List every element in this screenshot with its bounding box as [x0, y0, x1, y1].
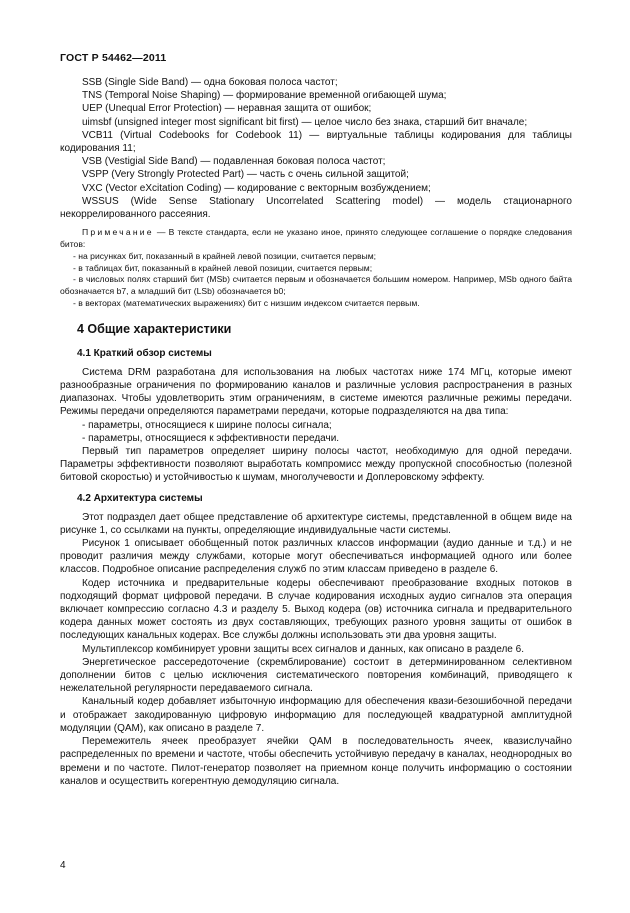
- paragraph: Система DRM разработана для использования на любых частотах ниже 174 МГц, которые имеют разнообразные ограничения по формированию каналов и различные условия распространения в разных диапазонах. Чтобы удовлетворить этим ограничениям, в системе имеются различные режимы передачи. Режимы передачи определяются параметрами передачи, которые подразделяются на два типа:: [60, 366, 572, 418]
- paragraph: Рисунок 1 описывает обобщенный поток различных классов информации (аудио данные и т.д.) и не проводит различия между службами, которые могут обеспечиваться информацией одного или более классов. Подробное описание распределения служб по этим классам приведено в разделе 6.: [60, 538, 572, 576]
- subsection-heading: 4.1 Краткий обзор системы: [77, 347, 212, 359]
- definition-item: SSB (Single Side Band) — одна боковая полоса частот;: [82, 77, 338, 88]
- note-intro: [60, 227, 572, 251]
- subsection-heading: 4.2 Архитектура системы: [77, 492, 203, 504]
- note-item: - в числовых полях старший бит (MSb) считается первым и обозначается большим номером. Например, MSb одного байта обозначается b7, а младший бит (LSb) обозначается b0;: [60, 274, 572, 297]
- definition-item: VSPP (Very Strongly Protected Part) — часть с очень сильной защитой;: [82, 169, 409, 181]
- note-label: Примечание: [82, 227, 154, 238]
- list-item: - параметры, относящиеся к ширине полосы сигнала;: [82, 419, 332, 431]
- definition-item: VXC (Vector eXcitation Coding) — кодирование с векторным возбуждением;: [82, 182, 431, 194]
- paragraph: Канальный кодер добавляет избыточную информацию для обеспечения квази-безошибочной передачи и отображает закодированную цифровую информацию для последующей квадратурной амплитудной модуляции (QAM), как описано в разделе 7.: [60, 696, 572, 734]
- definition-item: WSSUS (Wide Sense Stationary Uncorrelated Scattering model) — модель стационарного некоррелированного рассеяния.: [60, 195, 572, 221]
- paragraph: Перемежитель ячеек преобразует ячейки QAM в последовательность ячеек, квазислучайно распределенных по времени и частоте, чтобы обеспечить устойчивую передачу в каналах, неоднородных во времени и по частоте. Пилот-генератор позволяет на приемном конце получить информацию о состоянии каналов и осуществить когерентную демодуляцию сигнала.: [60, 736, 572, 787]
- section-heading: 4 Общие характеристики: [77, 321, 232, 336]
- note-item: - в векторах (математических выражениях) бит с низшим индексом считается первым.: [73, 298, 420, 309]
- note-item: - на рисунках бит, показанный в крайней левой позиции, считается первым;: [73, 250, 377, 261]
- definition-item: TNS (Temporal Noise Shaping) — формирование временной огибающей шума;: [82, 90, 447, 102]
- definition-item: VSB (Vestigial Side Band) — подавленная боковая полоса частот;: [82, 156, 386, 168]
- standard-header: ГОСТ Р 54462—2011: [60, 52, 167, 64]
- paragraph: Этот подраздел дает общее представление об архитектуре системы, представленной в общем виде на рисунке 1, со ссылками на пункты, определяющие индивидуальные части системы.: [60, 511, 572, 536]
- paragraph: Кодер источника и предварительные кодеры обеспечивают преобразование входных потоков в подходящий формат цифровой передачи. В случае кодирования исходных аудио сигналов эта операция включает компрессию согласно 4.3 и разделу 5. Выход кодера (ов) источника сигнала и предварительного кодера данных может состоять из двух составляющих, требующих разного уровня защиты от ошибок в последующих канальных кодерах. Все службы должны использовать эти два уровня защиты.: [60, 577, 572, 642]
- definition-item: UEP (Unequal Error Protection) — неравная защита от ошибок;: [82, 103, 372, 115]
- abbreviation-list: [60, 76, 572, 221]
- definition-item: VCB11 (Virtual Codebooks for Codebook 11) — виртуальные таблицы кодирования для таблицы кодирования 11;: [60, 129, 572, 155]
- note-intro-text: — В тексте стандарта, если не указано иное, принято следующее соглашение о порядке следования битов:: [60, 227, 572, 250]
- definition-item: uimsbf (unsigned integer most significant bit first) — целое число без знака, старший бит вначале;: [82, 116, 528, 128]
- note-block: [60, 227, 572, 310]
- paragraph: Энергетическое рассередоточение (скремблирование) состоит в детерминированном селективном дополнении битов с целью исключения систематического повторения комбинаций, приводящего к нежелательной регулярности передаваемого сигнала.: [60, 656, 572, 695]
- paragraph: Мультиплексор комбинирует уровни защиты всех сигналов и данных, как описано в разделе 6.: [82, 643, 524, 655]
- list-item: - параметры, относящиеся к эффективности передачи.: [82, 432, 340, 444]
- page-number: 4: [60, 860, 66, 871]
- note-item: - в таблицах бит, показанный в крайней левой позиции, считается первым;: [73, 262, 373, 273]
- page-content: [60, 76, 572, 788]
- paragraph: Первый тип параметров определяет ширину полосы частот, необходимую для одной передачи. Параметры эффективности позволяют выработать компромисс между пропускной способностью (полезной битовой скоростью) и устойчивостью к шумам, многолучевости и Доплеровскому эффекту.: [60, 446, 572, 484]
